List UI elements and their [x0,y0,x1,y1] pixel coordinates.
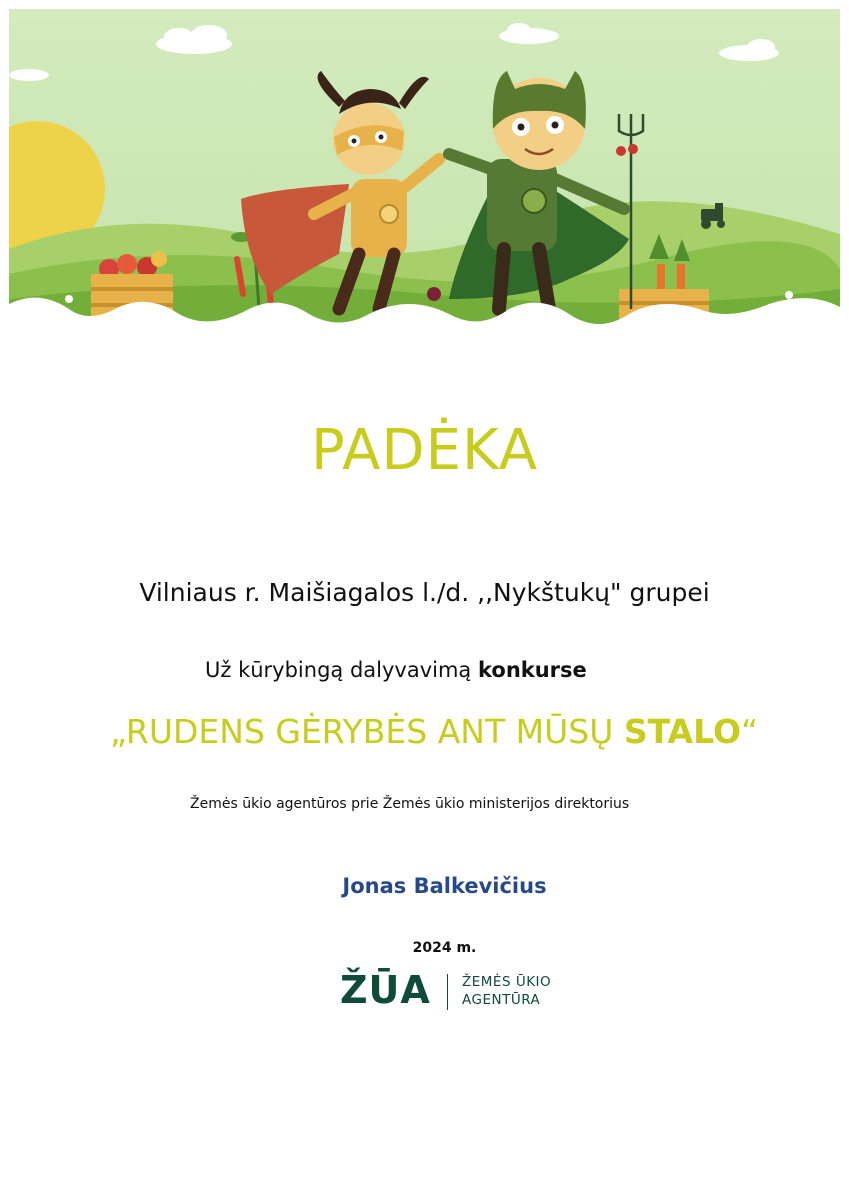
contest-bold: STALO [623,712,742,751]
logo-divider [447,974,448,1010]
director-name: Jonas Balkevičius [342,874,547,898]
year: 2024 m. [412,940,477,956]
recipient-line: Vilniaus r. Maišiagalos l./d. ,,Nykštukų" grupei [139,578,710,607]
reason-text: Už kūrybingą dalyvavimą [205,658,478,682]
contest-text: „RUDENS GĖRYBĖS ANT MŪSŲ [110,712,624,751]
logo-name-line1: ŽEMĖS ŪKIO [462,974,552,990]
director-title: Žemės ūkio agentūros prie Žemės ūkio ministerijos direktorius [190,796,630,812]
reason-bold: konkurse [477,658,587,682]
certificate-title: PADĖKA [310,418,539,483]
header-illustration [9,9,840,364]
logo-name-line2: AGENTŪRA [462,992,541,1008]
logo-abbreviation: ŽŪA [340,968,431,1012]
contest-closing-quote: “ [741,712,759,751]
contest-name [110,712,758,751]
beet [427,287,441,301]
reason-line [205,658,587,682]
agency-logo [340,962,570,1012]
